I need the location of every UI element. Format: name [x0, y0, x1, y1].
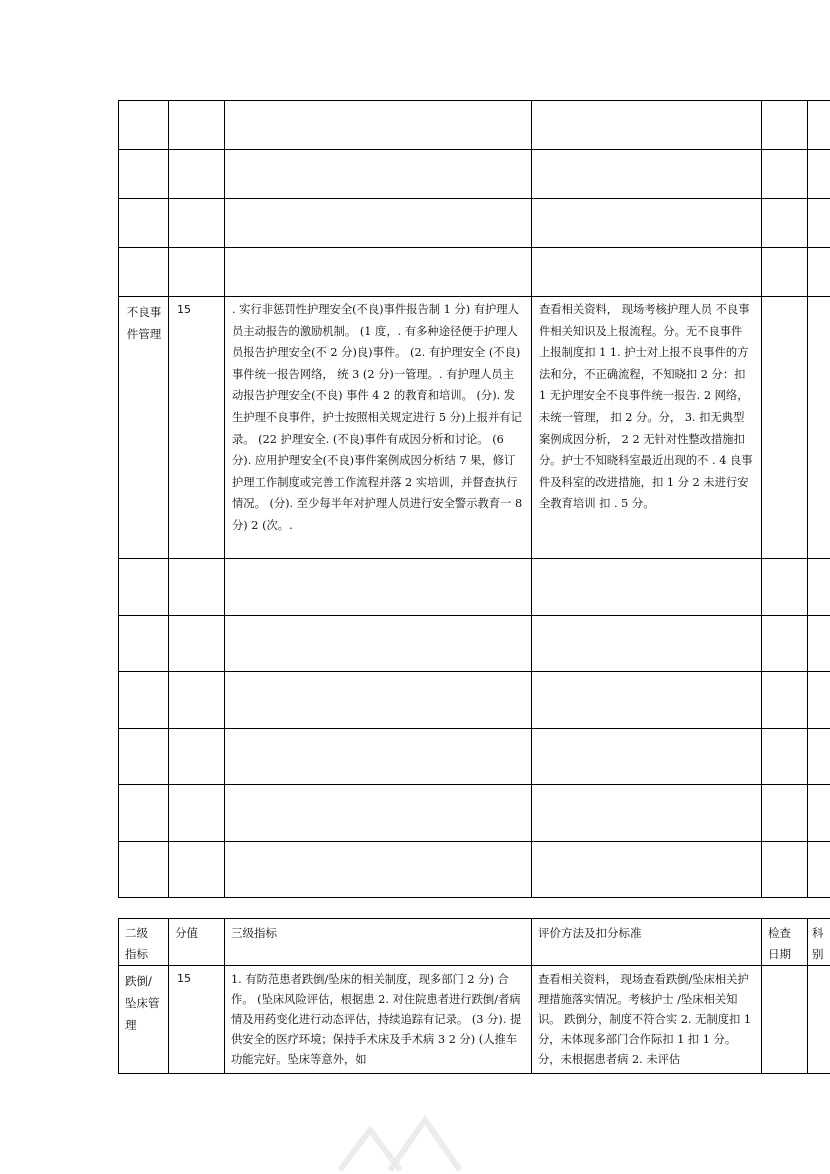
header-score: 分值 — [175, 926, 198, 940]
table-row — [119, 101, 830, 150]
lower-evaluation-table — [118, 918, 830, 1074]
category-cell: 跌倒/坠床管理 — [125, 974, 160, 1032]
table-row — [119, 150, 830, 199]
table-row — [119, 616, 830, 672]
header-row — [119, 919, 830, 966]
table-row — [119, 672, 830, 729]
table-row — [119, 729, 830, 785]
header-level2: 二级指标 — [125, 926, 148, 961]
table-row — [119, 785, 830, 842]
evaluation-text: 查看相关资料， 现场考核护理人员 不良事件相关知识及上报流程。分。无不良事件上报制度扣 1 1. 护士对上报不良事件的方法和分，不正确流程，不知晓扣 2 分：扣 1 无护理安全不良事件统一报告. 2 网络， 未统一管理， 扣 2 分。分， 3. 扣无典型案例成因分析， 2 2 无针对性整改措施扣分。护士不知晓科室最近出现的不 . 4 良事件及科室的改进措施，扣 1 分 2 未进行安全教育培训 扣 . 5 分。 — [539, 303, 753, 511]
fall-prevention-row — [119, 966, 830, 1074]
table-row — [119, 248, 830, 297]
header-dept: 科别 — [812, 926, 824, 961]
table-row — [119, 842, 830, 898]
header-date: 检查日期 — [768, 926, 791, 961]
indicator-text: . 实行非惩罚性护理安全(不良)事件报告制 1 分) 有护理人员主动报告的激励机制。 (1 度，. 有多种途径便于护理人员报告护理安全(不 2 分)良)事件。 (2. 有护理安全 (不良) 事件统一报告网络， 统 3 (2 分)一管理。. 有护理人员主动报告护理安全(不良) 事件 4 2 的教育和培训。 (分). 发生护理不良事件，护士按照相关规定进行 5 分)上报并有记录。 (22 护理安全. (不良)事件有成因分析和讨论。 (6 分). 应用护理安全(不良)事件案例成因分析结 7 果，修订护理工作制度或完善工作流程并落 2 实培训，并督查执行情况。 (分). 至少每半年对护理人员进行安全警示教育一 8 分) 2 (次。. — [232, 303, 523, 532]
header-level3: 三级指标 — [231, 926, 277, 940]
category-cell: 不良事件管理 — [126, 305, 162, 341]
score-cell: 15 — [177, 972, 191, 985]
score-cell: 15 — [177, 303, 191, 316]
indicator-text: 1. 有防范患者跌倒/坠床的相关制度，现多部门 2 分) 合作。 (坠床风险评估，根据患 2. 对住院患者进行跌倒/者病情及用药变化进行动态评估，持续追踪有记录。 (3 分). 提供安全的医疗环境；保持手术床及手术病 3 2 分) (人推车功能完好。坠床等意外，如 — [231, 973, 522, 1066]
adverse-event-row — [119, 297, 830, 559]
table-row — [119, 559, 830, 616]
table-row — [119, 199, 830, 248]
upper-evaluation-table — [118, 100, 830, 898]
header-method: 评价方法及扣分标准 — [538, 926, 642, 940]
watermark-shape — [330, 1110, 470, 1174]
evaluation-text: 查看相关资料， 现场查看跌倒/坠床相关护理措施落实情况。考核护士 /坠床相关知识。 跌倒分，制度不符合实 2. 无制度扣 1 分，未体现多部门合作际扣 1 扣 1 分。分，未根据患者病 2. 未评估 — [538, 973, 752, 1066]
